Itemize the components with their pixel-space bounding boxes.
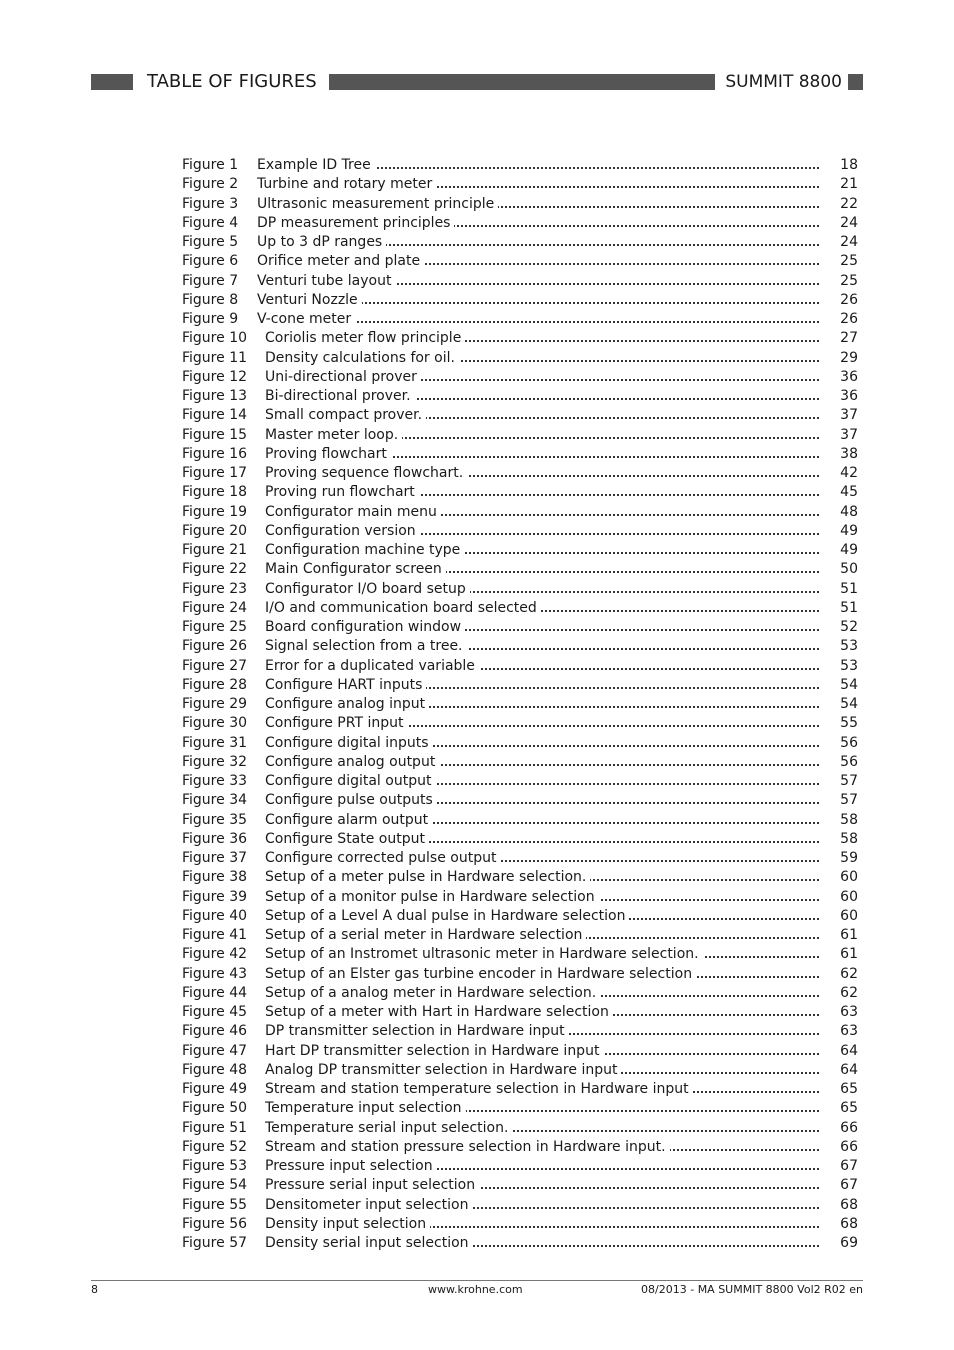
figure-label: Figure 26 [182,638,248,655]
figure-title: Uni-directional prover [265,369,421,385]
figure-label: Figure 28 [182,676,248,693]
figure-entry[interactable] [182,965,858,984]
figure-page-number: 45 [840,484,858,501]
figure-page-number: 55 [840,715,858,732]
figure-title: Setup of a meter pulse in Hardware selection. [265,869,590,885]
figure-title: Densitometer input selection [265,1197,472,1213]
figure-title: Configure PRT input [265,715,407,731]
figure-page-number: 69 [840,1235,858,1251]
figure-title: Signal selection from a tree. [265,638,467,654]
figure-entry[interactable] [182,907,858,926]
figure-entry-text [265,1138,819,1157]
figure-entry[interactable] [182,811,858,830]
figure-title: Turbine and rotary meter [257,176,436,192]
figure-entry[interactable] [182,464,858,483]
figure-page-number: 36 [840,388,858,404]
figure-label: Figure 45 [182,1004,248,1020]
figure-entry-text [265,772,819,791]
figure-page-number: 64 [840,1042,858,1059]
figure-entry[interactable] [182,1138,858,1157]
figure-label: Figure 34 [182,792,248,809]
figure-label: Figure 19 [182,503,248,520]
figure-title: Configure State output [265,831,429,847]
figure-title: Proving sequence flowchart. [265,465,467,481]
figure-page-number: 37 [840,407,858,424]
figure-title: Main Configurator screen [265,561,446,577]
figure-entry-text [257,310,819,329]
figure-label: Figure 8 [182,291,239,308]
figure-label: Figure 22 [182,561,248,578]
figure-entry[interactable] [182,580,858,599]
figure-entry[interactable] [182,195,858,214]
figure-entry-text [257,252,819,271]
figure-entry[interactable] [182,984,858,1003]
figure-page-number: 60 [840,869,858,886]
footer-document-reference: 08/2013 - MA SUMMIT 8800 Vol2 R02 en [641,1283,863,1296]
figure-entry[interactable] [182,387,858,406]
figure-entry-text [265,734,819,753]
figure-title: Setup of a analog meter in Hardware selection. [265,985,600,1001]
figure-entry[interactable] [182,868,858,887]
figure-entry[interactable] [182,753,858,772]
figure-entry[interactable] [182,714,858,733]
figure-page-number: 54 [840,676,858,693]
figure-page-number: 42 [840,465,858,481]
figure-title: Proving flowchart [265,446,391,462]
figure-label: Figure 47 [182,1042,248,1059]
figure-label: Figure 41 [182,927,248,943]
figure-title: Pressure serial input selection [265,1177,479,1193]
figure-entry-text [265,868,819,887]
figure-entry-text [265,1234,819,1253]
figure-entry[interactable] [182,349,858,368]
figure-entry-text [257,233,819,252]
figure-page-number: 66 [840,1138,858,1155]
figure-label: Figure 4 [182,214,239,231]
header-left-bar [91,74,133,90]
figure-title: Pressure input selection [265,1158,437,1174]
figure-label: Figure 48 [182,1061,248,1078]
figure-page-number: 29 [840,349,858,366]
figure-label: Figure 49 [182,1081,248,1097]
figure-entry[interactable] [182,445,858,464]
figure-page-number: 61 [840,946,858,963]
figure-entry-text [265,426,819,445]
figure-entry[interactable] [182,772,858,791]
figure-entry-text [257,195,819,214]
figure-entry[interactable] [182,1234,858,1253]
figure-title: Configure pulse outputs [265,792,437,808]
figure-entry[interactable] [182,1061,858,1080]
figure-label: Figure 37 [182,850,248,866]
figure-entry[interactable] [182,888,858,907]
figure-title: Density serial input selection [265,1235,473,1251]
figure-entry-text [265,387,819,406]
figure-entry-text [265,1119,819,1138]
figure-entry[interactable] [182,926,858,945]
figure-label: Figure 1 [182,157,239,173]
footer-rule [91,1280,863,1281]
figure-entry-text [265,657,819,676]
figure-page-number: 63 [840,1004,858,1020]
figure-label: Figure 42 [182,946,248,963]
footer-website-link[interactable]: www.krohne.com [428,1283,523,1296]
figure-page-number: 49 [840,522,858,539]
figure-label: Figure 12 [182,368,248,385]
figure-page-number: 62 [840,965,858,982]
figure-entry[interactable] [182,406,858,425]
figure-entry[interactable] [182,657,858,676]
figure-entry-text [265,907,819,926]
figure-title: Setup of an Instromet ultrasonic meter in Hardware selection. [265,946,703,962]
figure-label: Figure 13 [182,388,248,404]
figure-title: Configure alarm output [265,812,432,828]
section-title: TABLE OF FIGURES [147,71,317,92]
figure-page-number: 24 [840,234,858,250]
figure-title: Analog DP transmitter selection in Hardware input [265,1062,621,1078]
figure-entry-text [265,926,819,945]
figure-title: Density input selection [265,1216,430,1232]
figure-label: Figure 55 [182,1196,248,1213]
figure-page-number: 64 [840,1061,858,1078]
figure-title: I/O and communication board selected [265,600,541,616]
figure-title: Setup of an Elster gas turbine encoder in Hardware selection [265,966,696,982]
figure-title: Setup of a Level A dual pulse in Hardware selection [265,908,629,924]
figure-entry[interactable] [182,1157,858,1176]
figure-title: Configure analog output [265,754,439,770]
figure-entry[interactable] [182,483,858,502]
figure-page-number: 63 [840,1023,858,1040]
figure-entry-text [265,888,819,907]
figure-entry-text [257,272,819,291]
figure-label: Figure 6 [182,253,239,270]
figure-entry-text [265,349,819,368]
figure-label: Figure 50 [182,1100,248,1117]
figure-entry[interactable] [182,233,858,252]
figure-title: Example ID Tree [257,157,375,173]
figure-page-number: 51 [840,599,858,616]
figure-title: Setup of a serial meter in Hardware selection [265,927,586,943]
figure-entry-text [265,1022,819,1041]
figure-title: Configure HART inputs [265,677,426,693]
figure-page-number: 68 [840,1196,858,1213]
figure-page-number: 21 [840,176,858,193]
figure-page-number: 58 [840,830,858,847]
figure-page-number: 52 [840,619,858,635]
figure-label: Figure 53 [182,1158,248,1174]
figure-page-number: 65 [840,1081,858,1097]
figure-entry-text [257,156,819,175]
figure-entry-text [265,522,819,541]
figure-page-number: 36 [840,368,858,385]
figure-page-number: 49 [840,542,858,558]
figure-entry-text [265,637,819,656]
figure-label: Figure 44 [182,984,248,1001]
figure-entry-text [265,560,819,579]
figure-entry-text [265,1157,819,1176]
figure-label: Figure 25 [182,619,248,635]
figure-page-number: 68 [840,1215,858,1232]
figure-label: Figure 3 [182,195,239,212]
figure-entry-text [265,791,819,810]
figure-page-number: 54 [840,696,858,712]
figure-label: Figure 10 [182,330,248,347]
figure-entry[interactable] [182,252,858,271]
figure-label: Figure 38 [182,869,248,886]
figure-title: Configurator I/O board setup [265,581,470,597]
figure-label: Figure 29 [182,696,248,712]
figure-page-number: 27 [840,330,858,347]
figure-entry[interactable] [182,791,858,810]
figure-entry-text [265,1215,819,1234]
figure-title: Small compact prover. [265,407,426,423]
figure-entry[interactable] [182,849,858,868]
figure-title: Stream and station pressure selection in Hardware input. [265,1139,670,1155]
figure-title: Board configuration window [265,619,465,635]
figure-title: Up to 3 dP ranges [257,234,386,250]
figure-entry[interactable] [182,522,858,541]
figure-title: Hart DP transmitter selection in Hardware input [265,1043,603,1059]
figure-entry[interactable] [182,637,858,656]
figure-label: Figure 15 [182,426,248,443]
figure-label: Figure 40 [182,907,248,924]
figure-entry-text [265,580,819,599]
figure-entry-text [265,464,819,483]
figure-entry[interactable] [182,1080,858,1099]
figure-entry-text [265,849,819,868]
figure-label: Figure 16 [182,445,248,462]
figure-page-number: 53 [840,657,858,674]
figure-entry[interactable] [182,830,858,849]
figure-title: Density calculations for oil. [265,350,459,366]
figure-label: Figure 35 [182,811,248,828]
figure-entry[interactable] [182,503,858,522]
figure-title: Configure corrected pulse output [265,850,500,866]
figure-label: Figure 7 [182,272,239,289]
figure-entry[interactable] [182,1042,858,1061]
figure-page-number: 48 [840,503,858,520]
figure-entry[interactable] [182,329,858,348]
figure-title: Configuration machine type [265,542,464,558]
figure-page-number: 61 [840,927,858,943]
figure-title: Setup of a monitor pulse in Hardware selection [265,889,599,905]
figure-entry-text [257,291,819,310]
figure-entry-text [265,945,819,964]
figure-entry-text [265,811,819,830]
figure-entry-text [265,541,819,560]
figure-label: Figure 52 [182,1138,248,1155]
figure-title: DP measurement principles [257,215,454,231]
figure-page-number: 60 [840,888,858,905]
figure-entry-text [265,618,819,637]
table-of-figures [182,156,858,1253]
figure-entry-text [265,406,819,425]
figure-page-number: 67 [840,1158,858,1174]
figure-title: Proving run flowchart [265,484,419,500]
figure-entry[interactable] [182,426,858,445]
figure-entry-text [265,599,819,618]
figure-label: Figure 31 [182,734,248,751]
figure-page-number: 22 [840,195,858,212]
figure-entry[interactable] [182,368,858,387]
figure-entry-text [265,503,819,522]
figure-entry[interactable] [182,291,858,310]
figure-entry-text [265,830,819,849]
figure-title: Configure analog input [265,696,429,712]
figure-title: Venturi tube layout [257,273,395,289]
figure-label: Figure 2 [182,176,239,193]
figure-entry[interactable] [182,734,858,753]
figure-entry-text [265,1099,819,1118]
figure-label: Figure 43 [182,965,248,982]
footer-page-number: 8 [91,1283,98,1296]
figure-label: Figure 39 [182,888,248,905]
figure-entry[interactable] [182,1176,858,1195]
figure-page-number: 58 [840,811,858,828]
figure-entry[interactable] [182,945,858,964]
figure-page-number: 57 [840,773,858,789]
figure-label: Figure 21 [182,542,248,558]
figure-entry-text [265,1042,819,1061]
figure-entry[interactable] [182,1099,858,1118]
figure-entry[interactable] [182,1196,858,1215]
figure-label: Figure 20 [182,522,248,539]
figure-title: Coriolis meter flow principle [265,330,465,346]
figure-title: Configurator main menu [265,504,441,520]
figure-entry[interactable] [182,272,858,291]
figure-entry-text [265,965,819,984]
figure-label: Figure 5 [182,234,239,250]
figure-label: Figure 56 [182,1215,248,1232]
figure-page-number: 66 [840,1119,858,1136]
figure-page-number: 60 [840,907,858,924]
figure-entry[interactable] [182,695,858,714]
figure-entry-text [265,1061,819,1080]
figure-label: Figure 9 [182,311,239,327]
figure-label: Figure 30 [182,715,248,732]
figure-title: Configure digital output [265,773,435,789]
figure-label: Figure 51 [182,1119,248,1136]
figure-entry[interactable] [182,310,858,329]
figure-title: Master meter loop. [265,427,402,443]
figure-page-number: 50 [840,561,858,578]
figure-entry-text [265,1176,819,1195]
figure-entry-text [265,695,819,714]
figure-entry[interactable] [182,175,858,194]
figure-title: Bi-directional prover. [265,388,415,404]
figure-title: Configure digital inputs [265,735,433,751]
figure-entry[interactable] [182,618,858,637]
figure-page-number: 56 [840,753,858,770]
figure-title: V-cone meter [257,311,355,327]
figure-entry-text [265,1196,819,1215]
figure-title: Setup of a meter with Hart in Hardware selection [265,1004,613,1020]
figure-entry[interactable] [182,676,858,695]
figure-label: Figure 11 [182,349,248,366]
figure-entry[interactable] [182,214,858,233]
figure-page-number: 53 [840,638,858,655]
figure-entry[interactable] [182,560,858,579]
figure-page-number: 18 [840,157,858,173]
figure-label: Figure 36 [182,830,248,847]
figure-entry[interactable] [182,541,858,560]
figure-entry-text [265,714,819,733]
figure-label: Figure 33 [182,773,248,789]
figure-page-number: 56 [840,734,858,751]
figure-title: Orifice meter and plate [257,253,424,269]
figure-title: Ultrasonic measurement principle [257,196,498,212]
figure-title: Error for a duplicated variable [265,658,479,674]
figure-page-number: 26 [840,311,858,327]
figure-entry-text [265,445,819,464]
figure-entry-text [265,753,819,772]
figure-label: Figure 54 [182,1177,248,1194]
figure-title: Temperature input selection [265,1100,466,1116]
figure-page-number: 24 [840,214,858,231]
figure-title: Stream and station temperature selection in Hardware input [265,1081,693,1097]
figure-entry-text [265,483,819,502]
figure-label: Figure 17 [182,465,248,481]
figure-title: Configuration version [265,523,420,539]
figure-entry-text [265,368,819,387]
figure-label: Figure 23 [182,580,248,597]
figure-entry[interactable] [182,156,858,175]
figure-label: Figure 14 [182,407,248,424]
figure-page-number: 37 [840,426,858,443]
figure-label: Figure 57 [182,1235,248,1251]
figure-entry-text [265,1003,819,1022]
figure-page-number: 65 [840,1100,858,1117]
figure-entry-text [265,676,819,695]
figure-entry-text [257,175,819,194]
figure-page-number: 25 [840,253,858,270]
figure-page-number: 62 [840,984,858,1001]
figure-page-number: 67 [840,1177,858,1194]
figure-entry[interactable] [182,1119,858,1138]
figure-page-number: 51 [840,580,858,597]
product-name: SUMMIT 8800 [715,71,848,93]
figure-page-number: 59 [840,850,858,866]
figure-entry-text [265,329,819,348]
figure-page-number: 25 [840,272,858,289]
figure-title: Venturi Nozzle [257,292,362,308]
figure-entry-text [257,214,819,233]
figure-page-number: 57 [840,792,858,809]
figure-label: Figure 32 [182,753,248,770]
figure-entry[interactable] [182,1003,858,1022]
figure-entry[interactable] [182,1215,858,1234]
figure-label: Figure 27 [182,657,248,674]
figure-entry[interactable] [182,1022,858,1041]
figure-entry-text [265,984,819,1003]
figure-entry[interactable] [182,599,858,618]
figure-page-number: 38 [840,445,858,462]
figure-page-number: 26 [840,291,858,308]
figure-label: Figure 18 [182,484,248,501]
figure-label: Figure 24 [182,599,248,616]
figure-label: Figure 46 [182,1023,248,1040]
figure-title: DP transmitter selection in Hardware input [265,1023,569,1039]
figure-title: Temperature serial input selection. [265,1120,512,1136]
figure-entry-text [265,1080,819,1099]
